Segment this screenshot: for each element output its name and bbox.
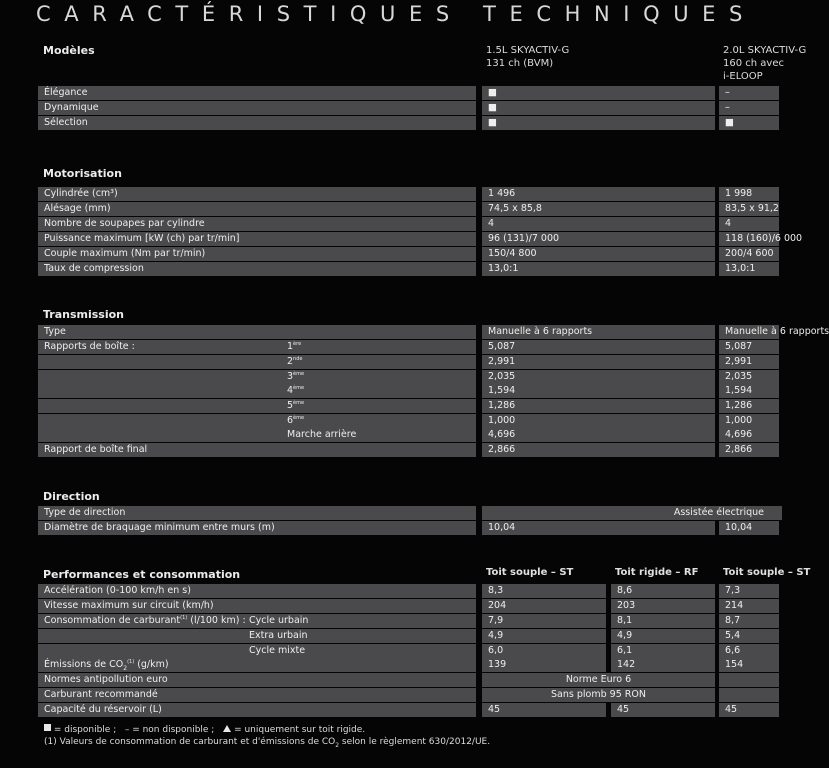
gear-label xyxy=(287,370,304,384)
table-row xyxy=(0,355,767,369)
trim-value: – xyxy=(719,101,779,115)
table-row xyxy=(0,658,767,672)
table-row xyxy=(0,521,767,535)
row-label: Couple maximum (Nm par tr/min) xyxy=(38,247,476,261)
row-value: 1 998 xyxy=(719,187,779,201)
row-label: Cylindrée (cm³) xyxy=(38,187,476,201)
row-label: Taux de compression xyxy=(38,262,476,276)
trim-row xyxy=(0,86,767,100)
row-value: 4 xyxy=(719,217,779,231)
row-value: 200/4 600 xyxy=(719,247,779,261)
row-value: 8,6 xyxy=(611,584,715,598)
row-label: Nombre de soupapes par cylindre xyxy=(38,217,476,231)
row-value: 2,866 xyxy=(482,443,715,457)
trim-value: – xyxy=(719,86,779,100)
row-value: 5,087 xyxy=(482,340,715,354)
column-header-soft-top-2: Toit souple – ST xyxy=(723,567,811,578)
table-row xyxy=(0,399,767,413)
row-value: 139 xyxy=(482,658,606,672)
row-label xyxy=(38,644,476,658)
row-value: 45 xyxy=(719,703,779,717)
row-label xyxy=(38,629,476,643)
table-row xyxy=(0,217,767,231)
gear-label xyxy=(287,355,302,369)
row-value: 118 (160)/6 000 xyxy=(719,232,779,246)
row-value: Assistée électrique xyxy=(482,506,782,520)
row-value: 4,9 xyxy=(482,629,606,643)
footnote xyxy=(44,736,490,752)
gear-suffix: nde xyxy=(293,356,303,362)
table-row xyxy=(0,599,767,613)
row-value: 96 (131)/7 000 xyxy=(482,232,715,246)
row-label: Puissance maximum [kW (ch) par tr/min] xyxy=(38,232,476,246)
section-title-direction: Direction xyxy=(43,490,100,503)
row-label: Vitesse maximum sur circuit (km/h) xyxy=(38,599,476,613)
available-square-icon xyxy=(44,724,51,731)
table-row xyxy=(0,614,767,628)
gear-number: 6 xyxy=(287,415,294,426)
table-row xyxy=(0,443,767,457)
row-label xyxy=(38,340,476,354)
model-2-header xyxy=(723,44,806,83)
row-label: Capacité du réservoir (L) xyxy=(38,703,476,717)
legend-line xyxy=(44,724,490,736)
row-value: 2,991 xyxy=(482,355,715,369)
row-value: 45 xyxy=(611,703,715,717)
row-value: 1,000 xyxy=(719,414,779,428)
row-value: 204 xyxy=(482,599,606,613)
table-row xyxy=(0,384,767,398)
footnote-ref: (1) xyxy=(127,659,135,665)
row-value: 2,035 xyxy=(719,370,779,384)
model-2-eloop: i-ELOOP xyxy=(723,71,763,82)
table-row xyxy=(0,262,767,276)
row-value: 2,991 xyxy=(719,355,779,369)
row-value: 1 496 xyxy=(482,187,715,201)
gear-label xyxy=(287,384,304,398)
row-label: Type de direction xyxy=(38,506,476,520)
section-title-transmission: Transmission xyxy=(43,308,125,321)
gear-number: 5 xyxy=(287,400,294,411)
row-value: 6,6 xyxy=(719,644,779,658)
row-value: 142 xyxy=(611,658,715,672)
row-value: 10,04 xyxy=(719,521,779,535)
row-value: 7,3 xyxy=(719,584,779,598)
row-value-empty xyxy=(719,673,779,687)
co2-label: Émissions de CO xyxy=(44,659,124,670)
row-value-empty xyxy=(719,688,779,702)
row-value: Manuelle à 6 rapports xyxy=(482,325,715,339)
model-2-power: 160 ch avec xyxy=(723,58,784,69)
row-value: 1,594 xyxy=(719,384,779,398)
row-label xyxy=(38,355,476,369)
gear-suffix: ère xyxy=(293,341,302,347)
consumption-cycle: Extra urbain xyxy=(249,630,308,641)
row-value: 150/4 800 xyxy=(482,247,715,261)
row-label: Rapport de boîte final xyxy=(38,443,476,457)
row-label xyxy=(38,614,476,628)
trim-row xyxy=(0,101,767,115)
gear-suffix: ème xyxy=(293,385,305,391)
row-value: 4,9 xyxy=(611,629,715,643)
row-label xyxy=(38,370,476,384)
column-header-hard-top: Toit rigide – RF xyxy=(615,567,699,578)
row-value: 83,5 x 91,2 xyxy=(719,202,779,216)
row-value: 6,0 xyxy=(482,644,606,658)
table-row xyxy=(0,506,767,520)
row-value: 203 xyxy=(611,599,715,613)
gear-label xyxy=(287,399,304,413)
footnote-ref: (1) xyxy=(180,615,188,621)
gear-number: 4 xyxy=(287,385,294,396)
trim-label: Élégance xyxy=(38,86,476,100)
table-row xyxy=(0,325,829,339)
table-row xyxy=(0,202,779,216)
row-value: 1,594 xyxy=(482,384,715,398)
table-row xyxy=(0,340,767,354)
table-row xyxy=(0,673,767,687)
row-value: 214 xyxy=(719,599,779,613)
trim-value: ■ xyxy=(719,116,779,130)
legend xyxy=(44,724,490,752)
row-value: 154 xyxy=(719,658,779,672)
row-label xyxy=(38,399,476,413)
models-label: Modèles xyxy=(43,44,95,57)
column-header-soft-top: Toit souple – ST xyxy=(486,567,574,578)
row-value: 1,286 xyxy=(719,399,779,413)
row-value: 4,696 xyxy=(719,428,779,442)
row-label xyxy=(38,428,476,442)
row-value: 8,7 xyxy=(719,614,779,628)
table-row xyxy=(0,247,774,261)
footnote-subscript: 2 xyxy=(335,741,340,749)
gear-number: 1 xyxy=(287,341,294,352)
row-value: 5,087 xyxy=(719,340,779,354)
row-label: Type xyxy=(38,325,476,339)
row-value: 4 xyxy=(482,217,715,231)
reverse-gear-label: Marche arrière xyxy=(287,429,357,440)
row-label xyxy=(38,414,476,428)
row-label: Carburant recommandé xyxy=(38,688,476,702)
legend-unavailable: – = non disponible ; xyxy=(124,725,215,735)
gears-label: Rapports de boîte : xyxy=(44,341,135,352)
page-title: CARACTÉRISTIQUES TECHNIQUES xyxy=(36,2,756,26)
row-label: Diamètre de braquage minimum entre murs (m) xyxy=(38,521,476,535)
row-label xyxy=(38,384,476,398)
trim-label: Dynamique xyxy=(38,101,476,115)
section-title-motorisation: Motorisation xyxy=(43,167,122,180)
model-1-header xyxy=(486,44,569,70)
table-row xyxy=(0,703,767,717)
row-value: 74,5 x 85,8 xyxy=(482,202,715,216)
row-value: 1,000 xyxy=(482,414,715,428)
table-row xyxy=(0,414,767,428)
table-row xyxy=(0,584,767,598)
gear-suffix: ème xyxy=(293,415,305,421)
table-row xyxy=(0,688,767,702)
trim-value: ■ xyxy=(482,116,715,130)
model-1-engine: 1.5L SKYACTIV-G xyxy=(486,45,570,56)
trim-value: ■ xyxy=(482,86,715,100)
legend-available: = disponible ; xyxy=(51,725,117,735)
trim-label: Sélection xyxy=(38,116,476,130)
row-value: 10,04 xyxy=(482,521,715,535)
row-label: Normes antipollution euro xyxy=(38,673,476,687)
row-value: Manuelle à 6 rapports xyxy=(719,325,779,339)
row-value: 8,1 xyxy=(611,614,715,628)
table-row xyxy=(0,232,803,246)
footnote-text: (1) Valeurs de consommation de carburant et d'émissions de CO xyxy=(44,737,336,747)
row-value: 4,696 xyxy=(482,428,715,442)
gear-label xyxy=(287,340,301,354)
consumption-label: Consommation de carburant xyxy=(44,615,181,626)
row-value: 13,0:1 xyxy=(719,262,779,276)
trim-row xyxy=(0,116,767,130)
table-row xyxy=(0,644,767,658)
row-value: 5,4 xyxy=(719,629,779,643)
row-value: 1,286 xyxy=(482,399,715,413)
row-label: Accélération (0-100 km/h en s) xyxy=(38,584,476,598)
row-value: 45 xyxy=(482,703,606,717)
gear-suffix: ème xyxy=(293,400,305,406)
consumption-unit: (l/100 km) : xyxy=(187,615,246,626)
model-1-power: 131 ch (BVM) xyxy=(486,58,554,69)
gear-number: 2 xyxy=(287,356,294,367)
footnote-end: selon le règlement 630/2012/UE. xyxy=(339,737,491,747)
row-value: Sans plomb 95 RON xyxy=(482,688,715,702)
row-value: Norme Euro 6 xyxy=(482,673,715,687)
row-label xyxy=(38,658,476,672)
section-title-performances: Performances et consommation xyxy=(43,568,241,581)
table-row xyxy=(0,370,767,384)
table-row xyxy=(0,428,767,442)
row-value: 8,3 xyxy=(482,584,606,598)
row-value: 7,9 xyxy=(482,614,606,628)
consumption-cycle: Cycle urbain xyxy=(249,615,309,626)
row-label: Alésage (mm) xyxy=(38,202,476,216)
co2-unit: (g/km) xyxy=(134,659,169,670)
gear-number: 3 xyxy=(287,371,294,382)
legend-hardtop: = uniquement sur toit rigide. xyxy=(231,725,366,735)
consumption-cycle: Cycle mixte xyxy=(249,645,306,656)
model-2-engine: 2.0L SKYACTIV-G xyxy=(723,45,807,56)
gear-label xyxy=(287,414,304,428)
table-row xyxy=(0,187,767,201)
row-value: 2,866 xyxy=(719,443,779,457)
trim-value: ■ xyxy=(482,101,715,115)
co2-subscript: 2 xyxy=(123,664,128,672)
gear-suffix: ème xyxy=(293,371,305,377)
table-row xyxy=(0,629,767,643)
row-value: 13,0:1 xyxy=(482,262,715,276)
row-value: 2,035 xyxy=(482,370,715,384)
row-value: 6,1 xyxy=(611,644,715,658)
